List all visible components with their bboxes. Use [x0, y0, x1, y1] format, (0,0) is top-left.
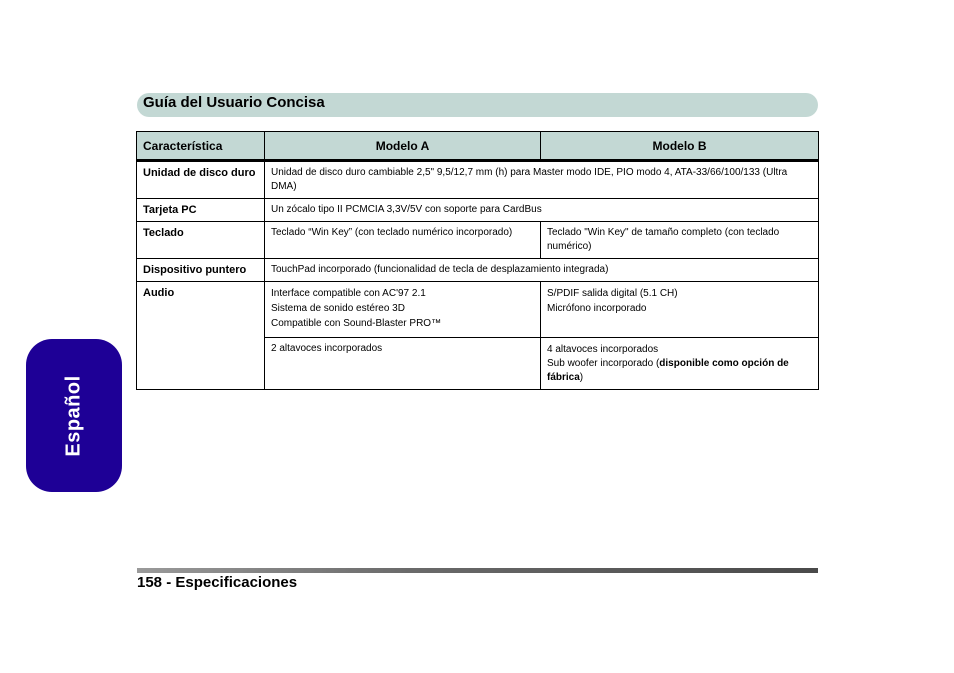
- model-b-cell: [541, 282, 819, 338]
- audio-a-line: Interface compatible con AC'97 2.1: [271, 288, 426, 299]
- value-cell: Unidad de disco duro cambiable 2,5" 9,5/12,7 mm (h) para Master modo IDE, PIO modo 4, ATA-33/66/100/133 (Ultra DMA): [265, 161, 819, 199]
- value-cell: Un zócalo tipo II PCMCIA 3,3V/5V con soporte para CardBus: [265, 199, 819, 222]
- model-a-cell: [265, 282, 541, 338]
- language-tab: [26, 339, 122, 492]
- subwoofer-close: ): [579, 372, 584, 383]
- table-row: [137, 282, 819, 338]
- value-cell: TouchPad incorporado (funcionalidad de tecla de desplazamiento integrada): [265, 259, 819, 282]
- audio-a-line: Compatible con Sound-Blaster PRO™: [271, 318, 442, 329]
- model-b-cell: [541, 338, 819, 390]
- factory-option-text: disponible como opción de fábrica: [547, 358, 789, 383]
- table-row: [137, 199, 819, 222]
- column-header-model-a: Modelo A: [265, 132, 541, 161]
- table-header-row: [137, 132, 819, 161]
- header-bar: [137, 93, 818, 117]
- feature-cell: Dispositivo puntero: [137, 259, 265, 282]
- audio-b-line: Micrófono incorporado: [547, 303, 647, 314]
- document-title: Guía del Usuario Concisa: [143, 94, 325, 111]
- page-footer: 158 - Especificaciones: [137, 574, 298, 591]
- audio-a-line: Sistema de sonido estéreo 3D: [271, 303, 405, 314]
- column-header-feature: Característica: [137, 132, 265, 161]
- feature-cell: Tarjeta PC: [137, 199, 265, 222]
- model-a-cell: Teclado “Win Key” (con teclado numérico incorporado): [265, 222, 541, 259]
- audio-b-line: 4 altavoces incorporados: [547, 344, 659, 355]
- audio-b-line: S/PDIF salida digital (5.1 CH): [547, 288, 678, 299]
- feature-cell: Teclado: [137, 222, 265, 259]
- specifications-table: [136, 131, 819, 390]
- feature-cell: Unidad de disco duro: [137, 161, 265, 199]
- audio-b-line: [547, 357, 812, 385]
- model-a-cell: 2 altavoces incorporados: [265, 338, 541, 390]
- table-row: [137, 161, 819, 199]
- table-row: [137, 259, 819, 282]
- column-header-model-b: Modelo B: [541, 132, 819, 161]
- table-row: [137, 222, 819, 259]
- language-tab-label: Español: [62, 374, 85, 457]
- subwoofer-text: Sub woofer incorporado (: [547, 358, 660, 369]
- model-b-cell: Teclado "Win Key" de tamaño completo (con teclado numérico): [541, 222, 819, 259]
- feature-cell: Audio: [137, 282, 265, 390]
- footer-rule: [137, 568, 818, 573]
